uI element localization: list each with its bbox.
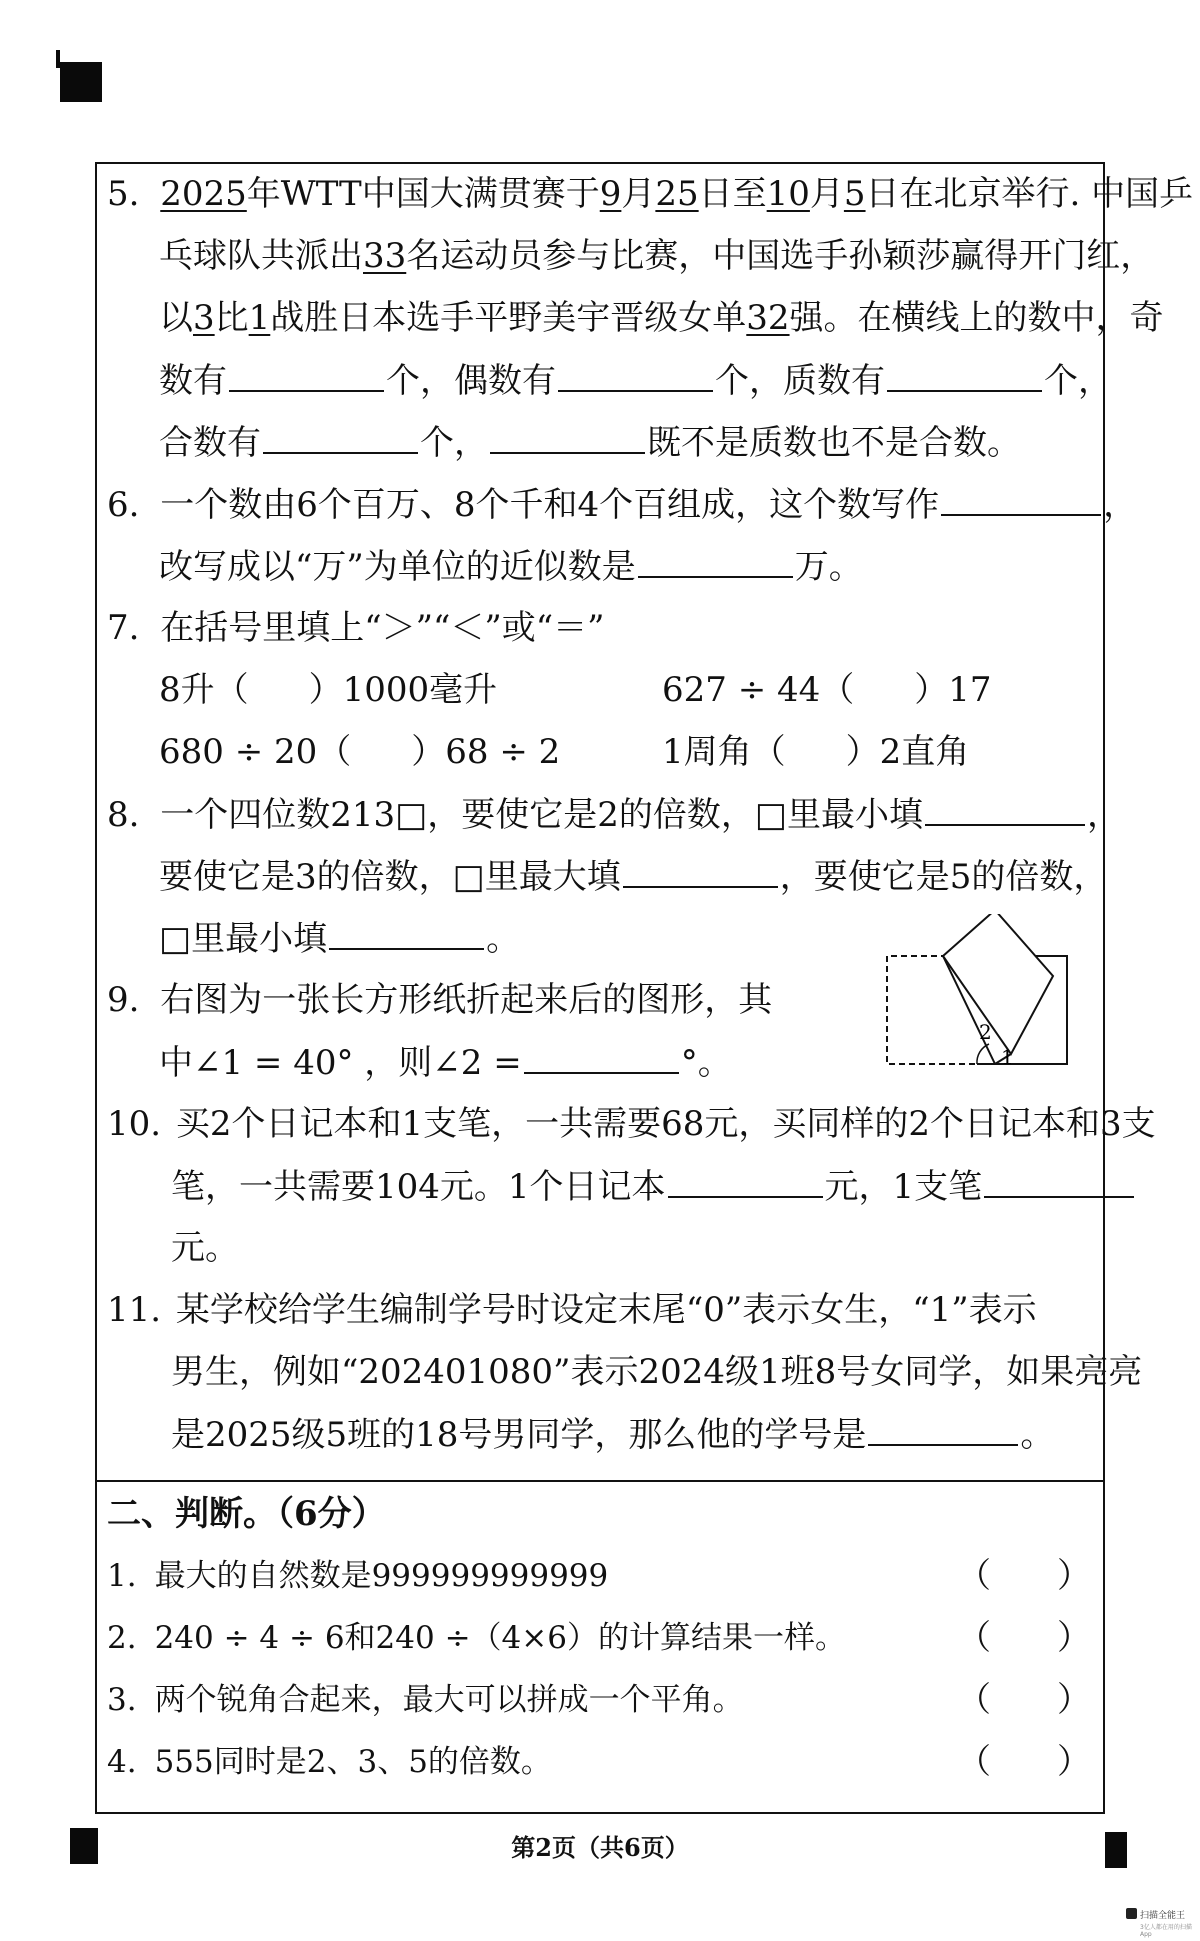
- q8-number: 8.: [107, 795, 140, 835]
- judge-item-3-paren-left: （: [957, 1680, 991, 1720]
- q6-number-blank[interactable]: [941, 484, 1101, 516]
- q7-number: 7.: [107, 608, 140, 648]
- q8-multiple-of-5-blank[interactable]: [329, 918, 484, 950]
- q11-number: 11.: [107, 1290, 162, 1330]
- q10-line-3: 元。: [171, 1228, 239, 1268]
- judge-item-1-answer-slot[interactable]: [997, 1556, 1057, 1596]
- judge-item-3-answer-slot[interactable]: [997, 1680, 1057, 1720]
- q9-line-1: 9. 右图为一张长方形纸折起来后的图形，其: [107, 980, 773, 1020]
- q6-line-2: 改写成以“万”为单位的近似数是 万。: [159, 547, 863, 587]
- q9-angle-2-blank[interactable]: [524, 1042, 679, 1074]
- judge-item-2-paren-right: ）: [1057, 1618, 1091, 1658]
- page-footer: 第2页（共6页）: [511, 1833, 689, 1862]
- q8-line-1: 8. 一个四位数213□，要使它是2的倍数，□里最小填 ，: [107, 795, 1122, 835]
- q7-item-a: 8升（ ）1000毫升: [159, 670, 498, 710]
- q11-line-1: 11. 某学校给学生编制学号时设定末尾“0”表示女生，“1”表示: [107, 1290, 1037, 1330]
- q7-item-b: 627 ÷ 44（ ）17: [662, 670, 992, 710]
- scanner-logo-icon: [1126, 1908, 1137, 1919]
- judge-item-4-paren-left: （: [957, 1742, 991, 1782]
- scanner-watermark: 扫描全能王: [1140, 1911, 1186, 1921]
- q10-pen-price-blank[interactable]: [984, 1166, 1134, 1198]
- q5-odd-count-blank[interactable]: [229, 360, 384, 392]
- q5-line-5: 合数有 个， 既不是质数也不是合数。: [159, 423, 1021, 463]
- q5-line-1: 5. 2025年WTT中国大满贯赛于9月25日至10月5日在北京举行. 中国乒: [107, 174, 1194, 214]
- judge-item-4: 4. 555同时是2、3、5的倍数。: [107, 1744, 552, 1780]
- q8-multiple-of-3-blank[interactable]: [623, 856, 778, 888]
- judge-item-2-answer-slot[interactable]: [997, 1618, 1057, 1658]
- judge-item-1-paren-right: ）: [1057, 1556, 1091, 1596]
- q7-item-c: 680 ÷ 20（ ）68 ÷ 2: [159, 732, 561, 772]
- q9-line-2: 中∠1 = 40° ，则∠2 = °。: [159, 1043, 732, 1083]
- q5-even-count-blank[interactable]: [558, 360, 713, 392]
- q6-approx-blank[interactable]: [638, 546, 793, 578]
- q6-line-1: 6. 一个数由6个百万、8个千和4个百组成，这个数写作 ，: [107, 485, 1138, 525]
- judge-item-2: 2. 240 ÷ 4 ÷ 6和240 ÷（4×6）的计算结果一样。: [107, 1620, 846, 1656]
- judge-item-3: 3. 两个锐角合起来，最大可以拼成一个平角。: [107, 1682, 744, 1718]
- judge-item-4-answer-slot[interactable]: [997, 1742, 1057, 1782]
- q5-composite-count-blank[interactable]: [263, 422, 418, 454]
- judge-item-2-paren-left: （: [957, 1618, 991, 1658]
- q5-line-2: 乓球队共派出33名运动员参与比赛，中国选手孙颖莎赢得开门红，: [159, 236, 1155, 276]
- registration-marker-top-left: [60, 62, 102, 102]
- q10-line-2: 笔，一共需要104元。1个日记本 元，1支笔: [171, 1166, 1136, 1207]
- q5-line-3: 以3比1战胜日本选手平野美宇晋级女单32强。在横线上的数中，奇: [159, 298, 1164, 338]
- q7-item-d: 1周角（ ）2直角: [662, 732, 970, 772]
- figure-folded-flap: [943, 914, 1053, 1054]
- q8-line-3: □里最小填 。: [159, 919, 521, 959]
- q5-neither-blank[interactable]: [490, 422, 645, 454]
- q10-notebook-price-blank[interactable]: [668, 1166, 823, 1198]
- scanner-watermark-sub: 3亿人都在用的扫描App: [1140, 1924, 1192, 1938]
- q11-line-2: 男生，例如“202401080”表示2024级1班8号女同学，如果亮亮: [171, 1352, 1143, 1392]
- q5-line-4: 数有 个，偶数有 个，质数有 个，: [159, 361, 1112, 401]
- q6-number: 6.: [107, 485, 140, 525]
- q9-number: 9.: [107, 980, 140, 1020]
- q8-line-2: 要使它是3的倍数，□里最大填 ，要使它是5的倍数，: [159, 857, 1108, 897]
- section-2-title: 二、判断。（6分）: [107, 1494, 386, 1534]
- q8-multiple-of-2-blank[interactable]: [925, 794, 1085, 826]
- q11-line-3: 是2025级5班的18号男同学，那么他的学号是 。: [171, 1415, 1055, 1455]
- q7-line-1: 7. 在括号里填上“＞”“＜”或“＝”: [107, 608, 605, 648]
- q10-line-1: 10. 买2个日记本和1支笔，一共需要68元，买同样的2个日记本和3支: [107, 1104, 1156, 1144]
- registration-marker-top-left-tick: [56, 50, 60, 68]
- figure-label-angle-1: 1: [1001, 1045, 1014, 1069]
- q10-number: 10.: [107, 1104, 162, 1144]
- question-sheet: [95, 162, 1194, 1814]
- q5-number: 5.: [107, 174, 140, 214]
- q5-prime-count-blank[interactable]: [887, 360, 1042, 392]
- judge-item-3-paren-right: ）: [1057, 1680, 1091, 1720]
- q11-student-id-blank[interactable]: [868, 1414, 1018, 1446]
- folded-rectangle-figure: [867, 914, 1107, 1114]
- judge-item-1-paren-left: （: [957, 1556, 991, 1596]
- judge-item-4-paren-right: ）: [1057, 1742, 1091, 1782]
- section-divider: [97, 1480, 1103, 1482]
- figure-label-angle-2: 2: [979, 1020, 992, 1044]
- judge-item-1: 1. 最大的自然数是999999999999: [107, 1558, 609, 1594]
